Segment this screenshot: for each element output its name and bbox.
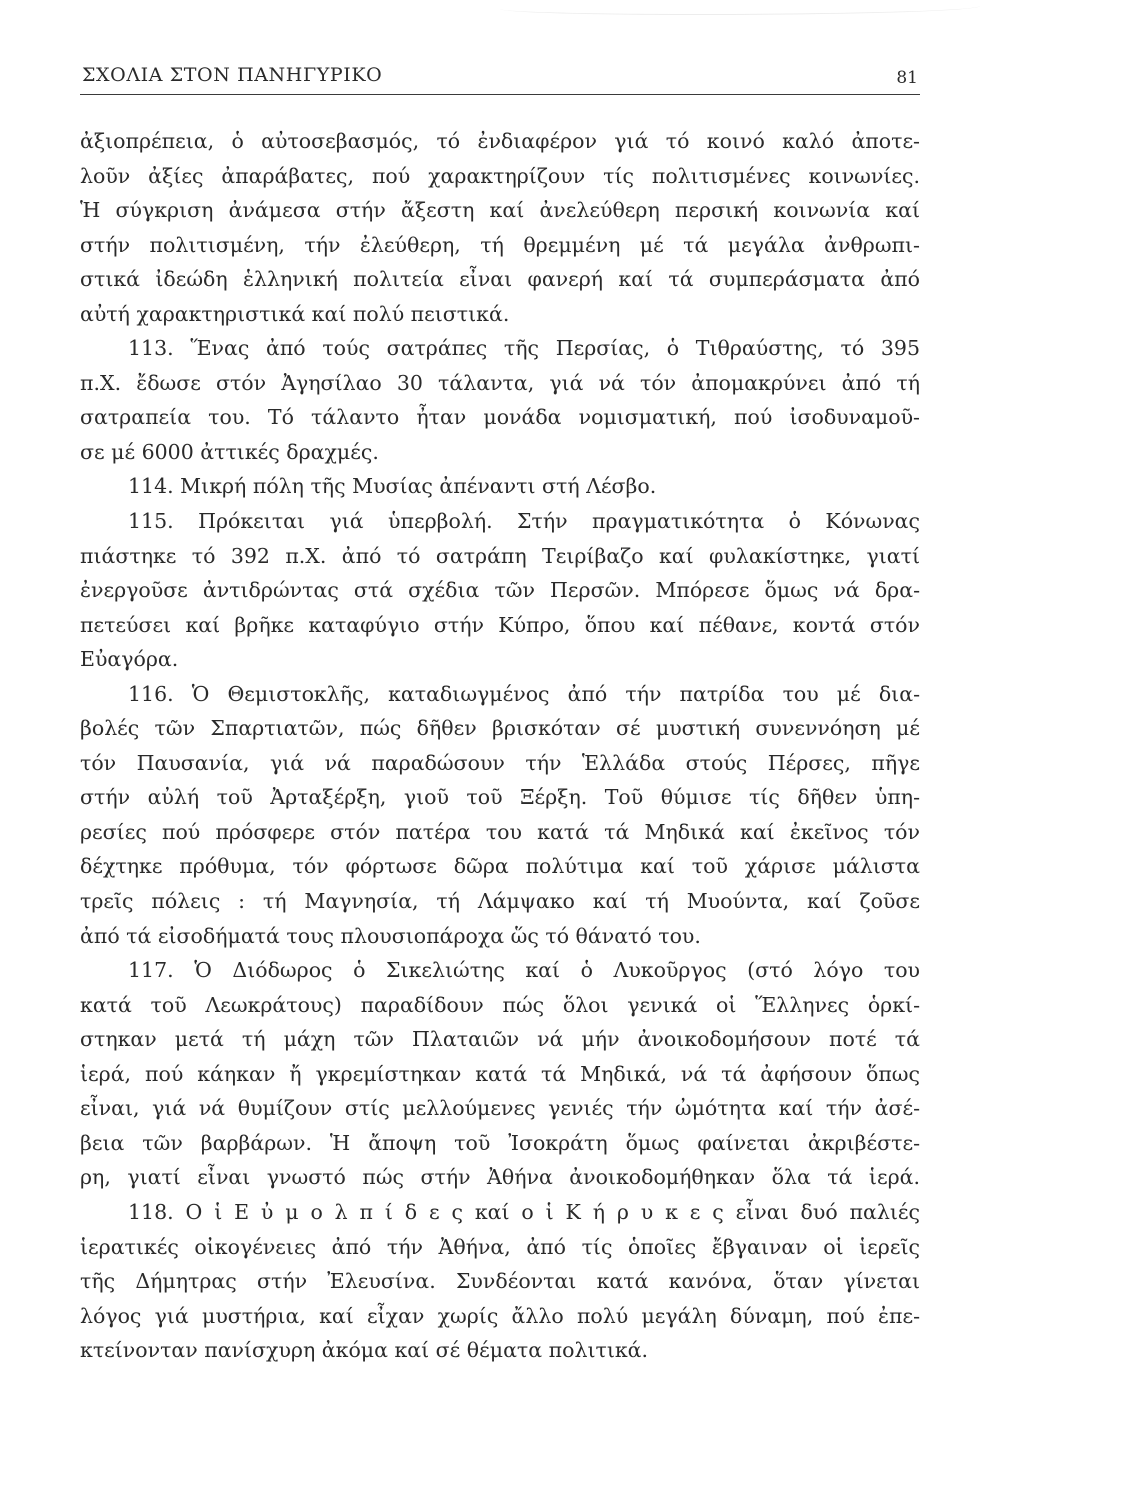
text-line: π.Χ. ἔδωσε στόν Ἀγησίλαο 30 τάλαντα, γιά νά τόν ἀπομακρύνει ἀπό τή <box>80 370 920 395</box>
text-line: ἐνεργοῦσε ἀντιδρώντας στά σχέδια τῶν Περσῶν. Μπόρεσε ὅμως νά δρα- <box>80 578 920 603</box>
text-line: Ἡ σύγκριση ἀνάμεσα στήν ἄξεστη καί ἀνελεύθερη περσική κοινωνία καί <box>80 198 920 223</box>
text-line: Εὐαγόρα. <box>80 647 179 672</box>
page-number: 81 <box>896 68 918 88</box>
text-line: στήν πολιτισμένη, τήν ἐλεύθερη, τή θρεμμένη μέ τά μεγάλα ἀνθρωπι- <box>80 232 920 257</box>
text-line: στικά ἰδεώδη ἑλληνική πολιτεία εἶναι φανερή καί τά συμπεράσματα ἀπό <box>80 267 920 292</box>
text-line: λοῦν ἀξίες ἀπαράβατες, πού χαρακτηρίζουν τίς πολιτισμένες κοινωνίες. <box>80 163 920 188</box>
note-117-start: 117. Ὁ Διόδωρος ὁ Σικελιώτης καί ὁ Λυκοῦργος (στό λόγο του <box>128 958 920 983</box>
show-through-mark <box>500 0 980 15</box>
note-118-start: 118. Ο ἱ Ε ὐ μ ο λ π ί δ ε ς καί ο ἱ Κ ή ρ υ κ ε ς εἶναι δυό παλιές <box>128 1199 920 1224</box>
text-line: ρη, γιατί εἶναι γνωστό πώς στήν Ἀθήνα ἀνοικοδομήθηκαν ὅλα τά ἱερά. <box>80 1165 920 1190</box>
text-line: ἱερατικές οἰκογένειες ἀπό τήν Ἀθήνα, ἀπό τίς ὁποῖες ἔβγαιναν οἱ ἱερεῖς <box>80 1234 920 1259</box>
text-line: ἀπό τά εἰσοδήματά τους πλουσιοπάροχα ὥς τό θάνατό του. <box>80 923 701 948</box>
note-114: 114. Μικρή πόλη τῆς Μυσίας ἀπέναντι στή Λέσβο. <box>128 474 657 499</box>
text-line: βολές τῶν Σπαρτιατῶν, πώς δῆθεν βρισκόταν σέ μυστική συνεννόηση μέ <box>80 716 920 741</box>
text-line: λόγος γιά μυστήρια, καί εἶχαν χωρίς ἄλλο πολύ μεγάλη δύναμη, πού ἐπε- <box>80 1303 920 1328</box>
text-line: βεια τῶν βαρβάρων. Ἡ ἄποψη τοῦ Ἰσοκράτη ὅμως φαίνεται ἀκριβέστε- <box>80 1130 920 1155</box>
text-line: εἶναι, γιά νά θυμίζουν στίς μελλούμενες γενιές τήν ὠμότητα καί τήν ἀσέ- <box>80 1096 920 1121</box>
note-116-start: 116. Ὁ Θεμιστοκλῆς, καταδιωγμένος ἀπό τήν πατρίδα του μέ δια- <box>128 681 920 706</box>
text-line: κτείνονταν πανίσχυρη ἀκόμα καί σέ θέματα πολιτικά. <box>80 1338 649 1363</box>
text-line: πιάστηκε τό 392 π.Χ. ἀπό τό σατράπη Τειρίβαζο καί φυλακίστηκε, γιατί <box>80 543 920 568</box>
note-115-start: 115. Πρόκειται γιά ὑπερβολή. Στήν πραγματικότητα ὁ Κόνωνας <box>128 509 920 534</box>
text-line: δέχτηκε πρόθυμα, τόν φόρτωσε δῶρα πολύτιμα καί τοῦ χάρισε μάλιστα <box>80 854 920 879</box>
text-line: ἀξιοπρέπεια, ὁ αὐτοσεβασμός, τό ἐνδιαφέρον γιά τό κοινό καλό ἀποτε- <box>80 129 920 153</box>
text-line: ἱερά, πού κάηκαν ἤ γκρεμίστηκαν κατά τά Μηδικά, νά τά ἀφήσουν ὅπως <box>80 1061 920 1086</box>
running-header <box>80 62 920 95</box>
body-text <box>80 124 920 1368</box>
text-line: τόν Παυσανία, γιά νά παραδώσουν τήν Ἑλλάδα στούς Πέρσες, πῆγε <box>80 750 920 775</box>
running-title: ΣΧΟΛΙΑ ΣΤΟΝ ΠΑΝΗΓΥΡΙΚΟ <box>82 64 383 86</box>
text-line: στηκαν μετά τή μάχη τῶν Πλαταιῶν νά μήν ἀνοικοδομήσουν ποτέ τά <box>80 1027 920 1052</box>
text-line: τρεῖς πόλεις : τή Μαγνησία, τή Λάμψακο καί τή Μυούντα, καί ζοῦσε <box>80 889 920 914</box>
text-line: στήν αὐλή τοῦ Ἀρταξέρξη, γιοῦ τοῦ Ξέρξη. Τοῦ θύμισε τίς δῆθεν ὑπη- <box>80 785 920 810</box>
text-line: πετεύσει καί βρῆκε καταφύγιο στήν Κύπρο, ὅπου καί πέθανε, κοντά στόν <box>80 612 920 637</box>
text-line: ρεσίες πού πρόσφερε στόν πατέρα του κατά τά Μηδικά καί ἐκεῖνος τόν <box>80 819 920 844</box>
text-line: κατά τοῦ Λεωκράτους) παραδίδουν πώς ὅλοι γενικά οἱ Ἕλληνες ὁρκί- <box>80 992 920 1017</box>
text-line: σατραπεία του. Τό τάλαντο ἦταν μονάδα νομισματική, πού ἰσοδυναμοῦ- <box>80 405 920 430</box>
text-line: τῆς Δήμητρας στήν Ἐλευσίνα. Συνδέονται κατά κανόνα, ὅταν γίνεται <box>80 1269 920 1294</box>
note-113-start: 113. Ἕνας ἀπό τούς σατράπες τῆς Περσίας, ὁ Τιθραύστης, τό 395 <box>128 336 920 361</box>
text-line: σε μέ 6000 ἀττικές δραχμές. <box>80 439 379 464</box>
text-line: αὐτή χαρακτηριστικά καί πολύ πειστικά. <box>80 301 510 326</box>
